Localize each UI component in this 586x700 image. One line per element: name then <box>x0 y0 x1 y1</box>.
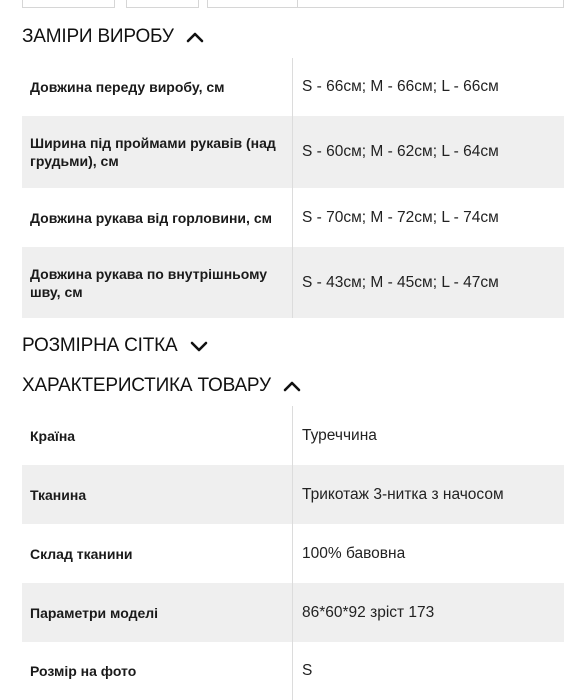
chevron-up-icon <box>283 380 301 392</box>
table-row <box>22 524 564 583</box>
table-row <box>22 406 564 465</box>
row-label: Довжина переду виробу, см <box>22 58 293 116</box>
chevron-up-icon <box>186 31 204 43</box>
row-value: S - 70см; M - 72см; L - 74см <box>302 208 499 226</box>
row-value: Трикотаж 3-нитка з начосом <box>302 485 504 503</box>
table-row <box>22 188 564 247</box>
characteristics-section-title: ХАРАКТЕРИСТИКА ТОВАРУ <box>22 375 271 396</box>
row-value: S - 60см; M - 62см; L - 64см <box>302 143 499 160</box>
row-value: S - 66см; M - 66см; L - 66см <box>302 78 499 95</box>
measurements-table <box>22 58 564 318</box>
table-row <box>22 116 564 188</box>
size-chart-section-title: РОЗМІРНА СІТКА <box>22 335 178 356</box>
tab-stub-2[interactable] <box>126 0 199 8</box>
table-row <box>22 58 564 116</box>
row-value: Туреччина <box>302 426 377 444</box>
row-label: Тканина <box>22 465 293 524</box>
table-row <box>22 247 564 318</box>
table-row <box>22 642 564 700</box>
row-value: S - 43см; M - 45см; L - 47см <box>302 273 499 291</box>
row-label: Довжина рукава по внутрішньому шву, см <box>22 247 293 318</box>
row-label: Розмір на фото <box>22 642 293 700</box>
tab-stub-1[interactable] <box>22 0 115 8</box>
measurements-section-title: ЗАМІРИ ВИРОБУ <box>22 26 174 47</box>
characteristics-table <box>22 406 564 700</box>
row-value: 86*60*92 зріст 173 <box>302 603 435 621</box>
row-label: Країна <box>22 406 293 465</box>
chevron-down-icon <box>190 340 208 352</box>
row-label: Довжина рукава від горловини, см <box>22 188 293 247</box>
measurements-section-header[interactable] <box>22 21 204 53</box>
row-value: 100% бавовна <box>302 544 406 562</box>
row-value: S <box>302 662 313 679</box>
row-label: Ширина під проймами рукавів (над грудьми), см <box>22 116 293 188</box>
table-row <box>22 465 564 524</box>
row-label: Склад тканини <box>22 524 293 583</box>
table-row <box>22 583 564 642</box>
top-tab-strip <box>0 0 586 9</box>
row-label: Параметри моделі <box>22 583 293 642</box>
tab-stub-3[interactable] <box>207 0 298 8</box>
characteristics-section-header[interactable] <box>22 370 301 402</box>
tab-stub-4[interactable] <box>297 0 564 8</box>
size-chart-section-header[interactable] <box>22 330 208 362</box>
